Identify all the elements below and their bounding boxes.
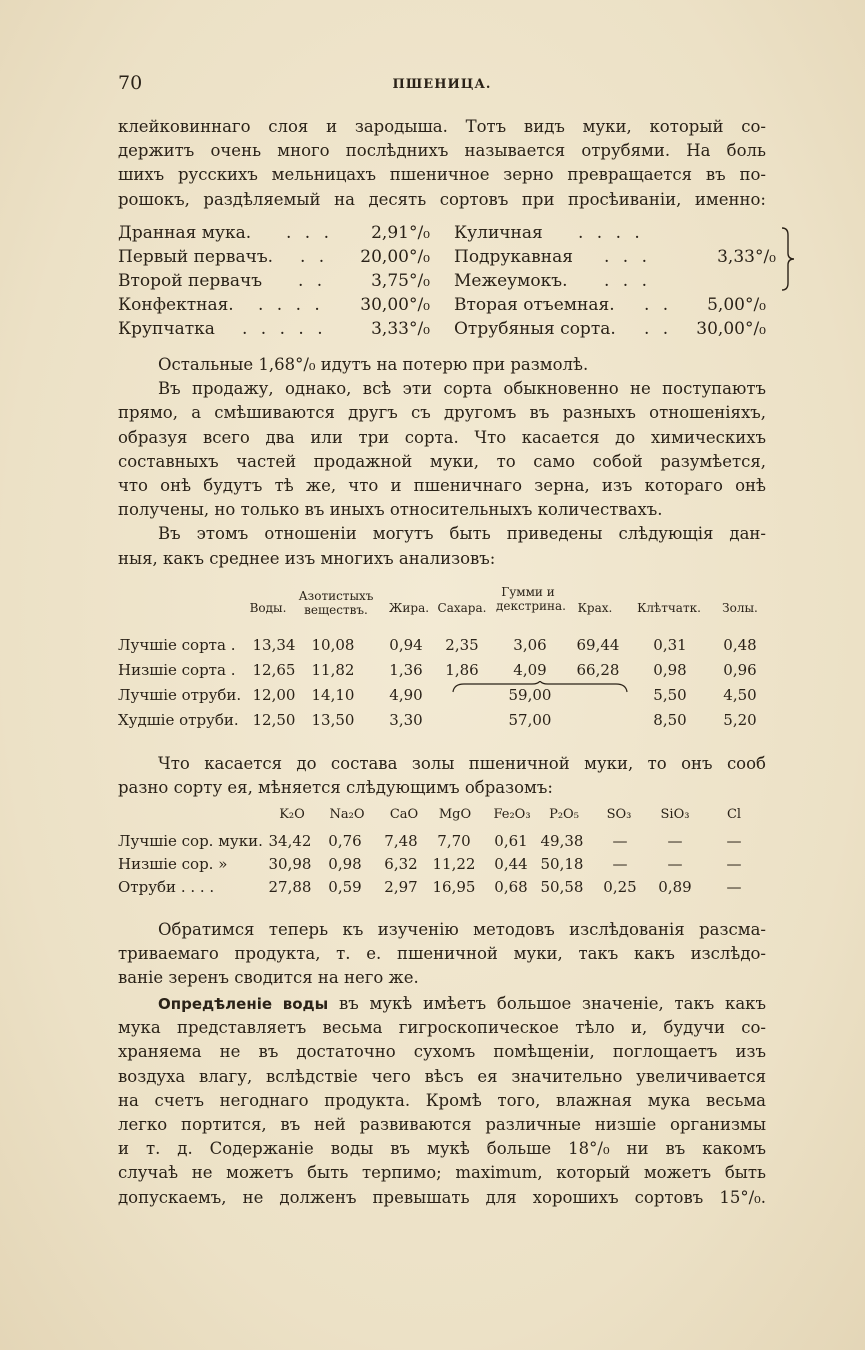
text-line: случаѣ не можетъ быть терпимо; maximum, который можетъ быть: [118, 1163, 766, 1183]
text-line: и т. д. Содержаніе воды въ мукѣ больше 18°/₀ ни въ какомъ: [118, 1139, 766, 1159]
row-label: Низшіе сор. »: [118, 855, 228, 873]
table-cell: 59,00: [508, 686, 552, 704]
grade-value: 30,00°/₀: [360, 295, 430, 315]
row-label: Лучшіе отруби.: [118, 686, 242, 704]
column-header: Воды.: [249, 601, 287, 615]
grade-value: 30,00°/₀: [696, 319, 766, 339]
table-cell: 0,89: [658, 878, 692, 896]
section-heading: Опредѣленіе воды: [158, 995, 329, 1013]
grade-name: Подрукавная: [454, 247, 573, 267]
text-line: триваемаго продукта, т. е. пшеничной муки, такъ какъ изслѣдо-: [118, 944, 766, 964]
column-header: SO₃: [606, 807, 632, 822]
table-cell: 16,95: [432, 878, 476, 896]
text-line: что онѣ будутъ тѣ же, что и пшеничнаго зерна, изъ котораго онѣ: [118, 476, 766, 496]
table-cell: 8,50: [653, 711, 687, 729]
table-cell: 7,48: [384, 832, 418, 850]
text-line: Остальные 1,68°/₀ идутъ на потерю при размолѣ.: [158, 355, 589, 374]
row-label: Лучшіе сор. муки.: [118, 832, 263, 850]
column-header: Крах.: [577, 601, 613, 615]
grade-name: Отрубяныя сорта.: [454, 319, 616, 339]
grade-name: Дранная мука.: [118, 223, 252, 243]
table-cell: 0,76: [328, 832, 362, 850]
text-line: Опредѣленіе воды въ мукѣ имѣетъ большое значеніе, такъ какъ: [158, 994, 766, 1013]
grade-value: 3,75°/₀: [371, 271, 430, 291]
table-cell: 1,36: [389, 661, 423, 679]
column-header: Na₂O: [329, 807, 365, 822]
grade-name: Конфектная.: [118, 295, 234, 315]
text-line: ныя, какъ среднее изъ многихъ анализовъ:: [118, 548, 496, 568]
grade-name: Межеумокъ.: [454, 271, 568, 291]
table-cell: 0,31: [653, 636, 687, 654]
page-header: [118, 72, 766, 102]
text-line: получены, но только въ иныхъ относительныхъ количествахъ.: [118, 500, 663, 520]
column-header: K₂O: [279, 807, 305, 822]
table-cell: 3,06: [513, 636, 547, 654]
table-cell: —: [726, 832, 742, 850]
table-cell: 4,50: [723, 686, 757, 704]
ash-composition-table: [118, 806, 768, 906]
table-cell: —: [667, 832, 683, 850]
table-cell: 5,20: [723, 711, 757, 729]
table-cell: 0,98: [328, 855, 362, 873]
text-line: легко портится, въ ней развиваются различные низшіе организмы: [118, 1115, 766, 1135]
text-line: шихъ русскихъ мельницахъ пшеничное зерно превращается въ по-: [118, 165, 766, 185]
table-cell: 50,58: [540, 878, 584, 896]
grade-name: Первый первачъ.: [118, 247, 274, 267]
column-header: Сахара.: [437, 601, 487, 615]
table-cell: 5,50: [653, 686, 687, 704]
running-title: ПШЕНИЦА.: [392, 77, 492, 92]
table-cell: 69,44: [576, 636, 620, 654]
row-label: Отруби . . . .: [118, 878, 215, 896]
text-line: на счетъ негоднаго продукта. Кромѣ того, влажная мука весьма: [118, 1090, 766, 1110]
table-cell: 13,50: [311, 711, 355, 729]
paragraph-water-determination: [118, 992, 766, 1210]
column-header: P₂O₅: [549, 807, 579, 822]
row-label: Низшіе сорта .: [118, 661, 236, 679]
table-cell: 30,98: [268, 855, 312, 873]
column-header: Fe₂O₃: [493, 807, 531, 822]
table-cell: 0,44: [494, 855, 528, 873]
row-label: Худшіе отруби.: [118, 711, 239, 729]
table-cell: 0,25: [603, 878, 637, 896]
table-cell: 11,82: [311, 661, 355, 679]
table-cell: —: [726, 855, 742, 873]
table-cell: 57,00: [508, 711, 552, 729]
column-header: MgO: [438, 807, 472, 822]
text-line: держитъ очень много послѣднихъ называется отрубями. На боль: [118, 141, 766, 161]
table-cell: 11,22: [432, 855, 476, 873]
table-cell: 0,48: [723, 636, 757, 654]
table-cell: 50,18: [540, 855, 584, 873]
grade-value: 2,91°/₀: [371, 223, 430, 243]
column-header: Золы.: [722, 601, 758, 615]
table-cell: 66,28: [576, 661, 620, 679]
table-cell: —: [726, 878, 742, 896]
text-line: Что касается до состава золы пшеничной муки, то онъ сооб: [158, 754, 766, 773]
table-cell: 3,30: [389, 711, 423, 729]
table-cell: 12,50: [252, 711, 296, 729]
paragraph-methods: [118, 918, 766, 991]
column-header: Азотистыхъ веществъ.: [298, 589, 374, 617]
intro-paragraph: [118, 115, 766, 212]
text-line: допускаемъ, не долженъ превышать для хорошихъ сортовъ 15°/₀.: [118, 1187, 766, 1207]
table-cell: 0,94: [389, 636, 423, 654]
text-line: клейковиннаго слоя и зародыша. Тотъ видъ муки, который со-: [118, 117, 766, 136]
column-header: Гумми и декстрина.: [496, 585, 566, 613]
column-header: Клѣтчатк.: [637, 601, 701, 615]
grade-brace-value: 3,33°/₀: [717, 247, 776, 267]
page-number: 70: [118, 72, 143, 94]
grade-value: 5,00°/₀: [707, 295, 766, 315]
table-cell: 0,68: [494, 878, 528, 896]
flour-composition-table: [118, 585, 768, 735]
table-cell: 34,42: [268, 832, 312, 850]
text-line: храняема не въ достаточно сухомъ помѣщеніи, поглощаетъ изъ: [118, 1042, 766, 1062]
table-cell: 12,00: [252, 686, 296, 704]
table-cell: 13,34: [252, 636, 296, 654]
text-line: воздуха влагу, вслѣдствіе чего вѣсъ ея значительно увеличивается: [118, 1066, 766, 1086]
table-cell: —: [612, 855, 628, 873]
table-cell: 2,35: [445, 636, 479, 654]
column-header: CaO: [389, 807, 419, 822]
table-cell: 0,61: [494, 832, 528, 850]
column-header: Жира.: [388, 601, 430, 615]
paragraph-ash: [118, 752, 766, 800]
row-label: Лучшіе сорта .: [118, 636, 236, 654]
grade-name: Куличная: [454, 223, 543, 243]
text-line: прямо, а смѣшиваются другъ съ другомъ въ разныхъ отношеніяхъ,: [118, 403, 766, 423]
table-cell: 4,09: [513, 661, 547, 679]
grade-value: 20,00°/₀: [360, 247, 430, 267]
table-cell: 10,08: [311, 636, 355, 654]
table-cell: 1,86: [445, 661, 479, 679]
text-line: Обратимся теперь къ изученію методовъ изслѣдованія разсма-: [158, 920, 766, 939]
grade-name: Крупчатка: [118, 319, 215, 339]
table-cell: 0,98: [653, 661, 687, 679]
table-cell: 2,97: [384, 878, 418, 896]
text-line: составныхъ частей продажной муки, то само собой разумѣется,: [118, 451, 766, 471]
grade-name: Второй первачъ: [118, 271, 263, 291]
column-header: Cl: [726, 807, 742, 822]
book-page: 70 ПШЕНИЦА. клейковиннаго слоя и зародыша. Тотъ видъ муки, который со- держитъ очень много послѣднихъ называется отрубями. На боль шихъ русскихъ мельницахъ пшеничное зерно превращается въ по- рошокъ, раздѣляемый на десять сортовъ при просѣиваніи, именно: Дранная мука. . . . 2,91°/₀ Первый первачъ. . . 20,00°/₀ Второй первачъ . . 3,75°/₀ Конфектная. . . . . 30,00°/₀ Крупчатка . . . . . 3,33°/₀ Куличная . . . . Подрукавная . . . Межеумокъ. . . . Вторая отъемная. . . 5,00°/₀ Отрубяныя сорта. . . 30,00°/₀ 3,33°/₀ Остальные 1,68°/₀ идутъ на потерю при размолѣ. Въ продажу, однако, всѣ эти сорта обыкновенно не поступаютъ прямо, а смѣшиваются другъ съ другомъ въ разныхъ отношеніяхъ, образуя всего два или три сорта. Что касается до химическихъ составныхъ частей продажной муки, то само собой разумѣется, что онѣ будутъ тѣ же, что и пшеничнаго зерна, изъ котораго онѣ получены, но только въ иныхъ относительныхъ количествахъ. Въ этомъ отношеніи могутъ быть приведены слѣдующія дан- ныя, какъ среднее изъ многихъ анализовъ: Воды. Азотистыхъ веществъ. Жира. Сахара. Гумми и декстрина. Крах. Клѣтчатк. Золы. Лучшіе сорта . 13,34 10,08 0,94 2,35 3,06 69,44 0,31 0,48 Низшіе сорта . 12,65 11,82 1,36 1,86 4,09 66,28 0,98 0,96 Лучшіе отруби. 12,00 14,10 4,90 59,00 5,50 4,50 Худшіе отруби. 12,50 13,50 3,30 57,00 8,50 5,20 Что касается до состава золы пшеничной муки, то онъ сооб разно сорту ея, мѣняется слѣдующимъ образомъ: K₂O Na₂O CaO MgO Fe₂O₃ P₂O₅ SO₃ SiO₃ Cl Лучшіе сор. муки. 34,42 0,76 7,48 7,70 0,61 49,38 — — — Низшіе сор. » 30,98 0,98 6,32 11,22 0,44 50,18 — — — Отруби . . . . 27,88 0,59 2,97 16,95 0,68 50,58 0,25 0,89 — Обратимся теперь къ изученію методовъ изслѣдованія разсма- триваемаго продукта, т. е. пшеничной муки, такъ какъ изслѣдо- ваніе зеренъ сводится на него же. Опредѣленіе воды въ мукѣ имѣетъ большое значеніе, такъ какъ мука представляетъ весьма гигроскопическое тѣло и, будучи со- храняема не въ достаточно сухомъ помѣщеніи, поглощаетъ изъ воздуха влагу, вслѣдствіе чего вѣсъ ея значительно увеличивается на счетъ негоднаго продукта. Кромѣ того, влажная мука весьма легко портится, въ ней развиваются различные низшіе организмы и т. д. Содержаніе воды въ мукѣ больше 18°/₀ ни въ какомъ случаѣ не можетъ быть терпимо; maximum, который можетъ быть допускаемъ, не долженъ превышать для хорошихъ сортовъ 15°/₀.: [0, 0, 865, 1350]
text-line: Въ этомъ отношеніи могутъ быть приведены слѣдующія дан-: [158, 524, 766, 544]
table-cell: 49,38: [540, 832, 584, 850]
text-line: рошокъ, раздѣляемый на десять сортовъ при просѣиваніи, именно:: [118, 189, 766, 209]
text-line: Въ продажу, однако, всѣ эти сорта обыкновенно не поступаютъ: [158, 379, 766, 399]
text-line: образуя всего два или три сорта. Что касается до химическихъ: [118, 427, 766, 447]
table-cell: 0,59: [328, 878, 362, 896]
grade-value: 3,33°/₀: [371, 319, 430, 339]
table-cell: 27,88: [268, 878, 312, 896]
table-cell: 6,32: [384, 855, 418, 873]
table-cell: 14,10: [311, 686, 355, 704]
table-cell: —: [612, 832, 628, 850]
table-cell: 0,96: [723, 661, 757, 679]
column-header: SiO₃: [660, 807, 690, 822]
table-cell: 12,65: [252, 661, 296, 679]
grade-name: Вторая отъемная.: [454, 295, 615, 315]
text-line: мука представляетъ весьма гигроскопическое тѣло и, будучи со-: [118, 1018, 766, 1038]
table-cell: 4,90: [389, 686, 423, 704]
paragraph-losses: [118, 353, 766, 571]
table-cell: 7,70: [437, 832, 471, 850]
text-line: разно сорту ея, мѣняется слѣдующимъ образомъ:: [118, 778, 553, 798]
table-cell: —: [667, 855, 683, 873]
text-line: ваніе зеренъ сводится на него же.: [118, 968, 419, 988]
curly-brace-icon: [781, 227, 795, 291]
